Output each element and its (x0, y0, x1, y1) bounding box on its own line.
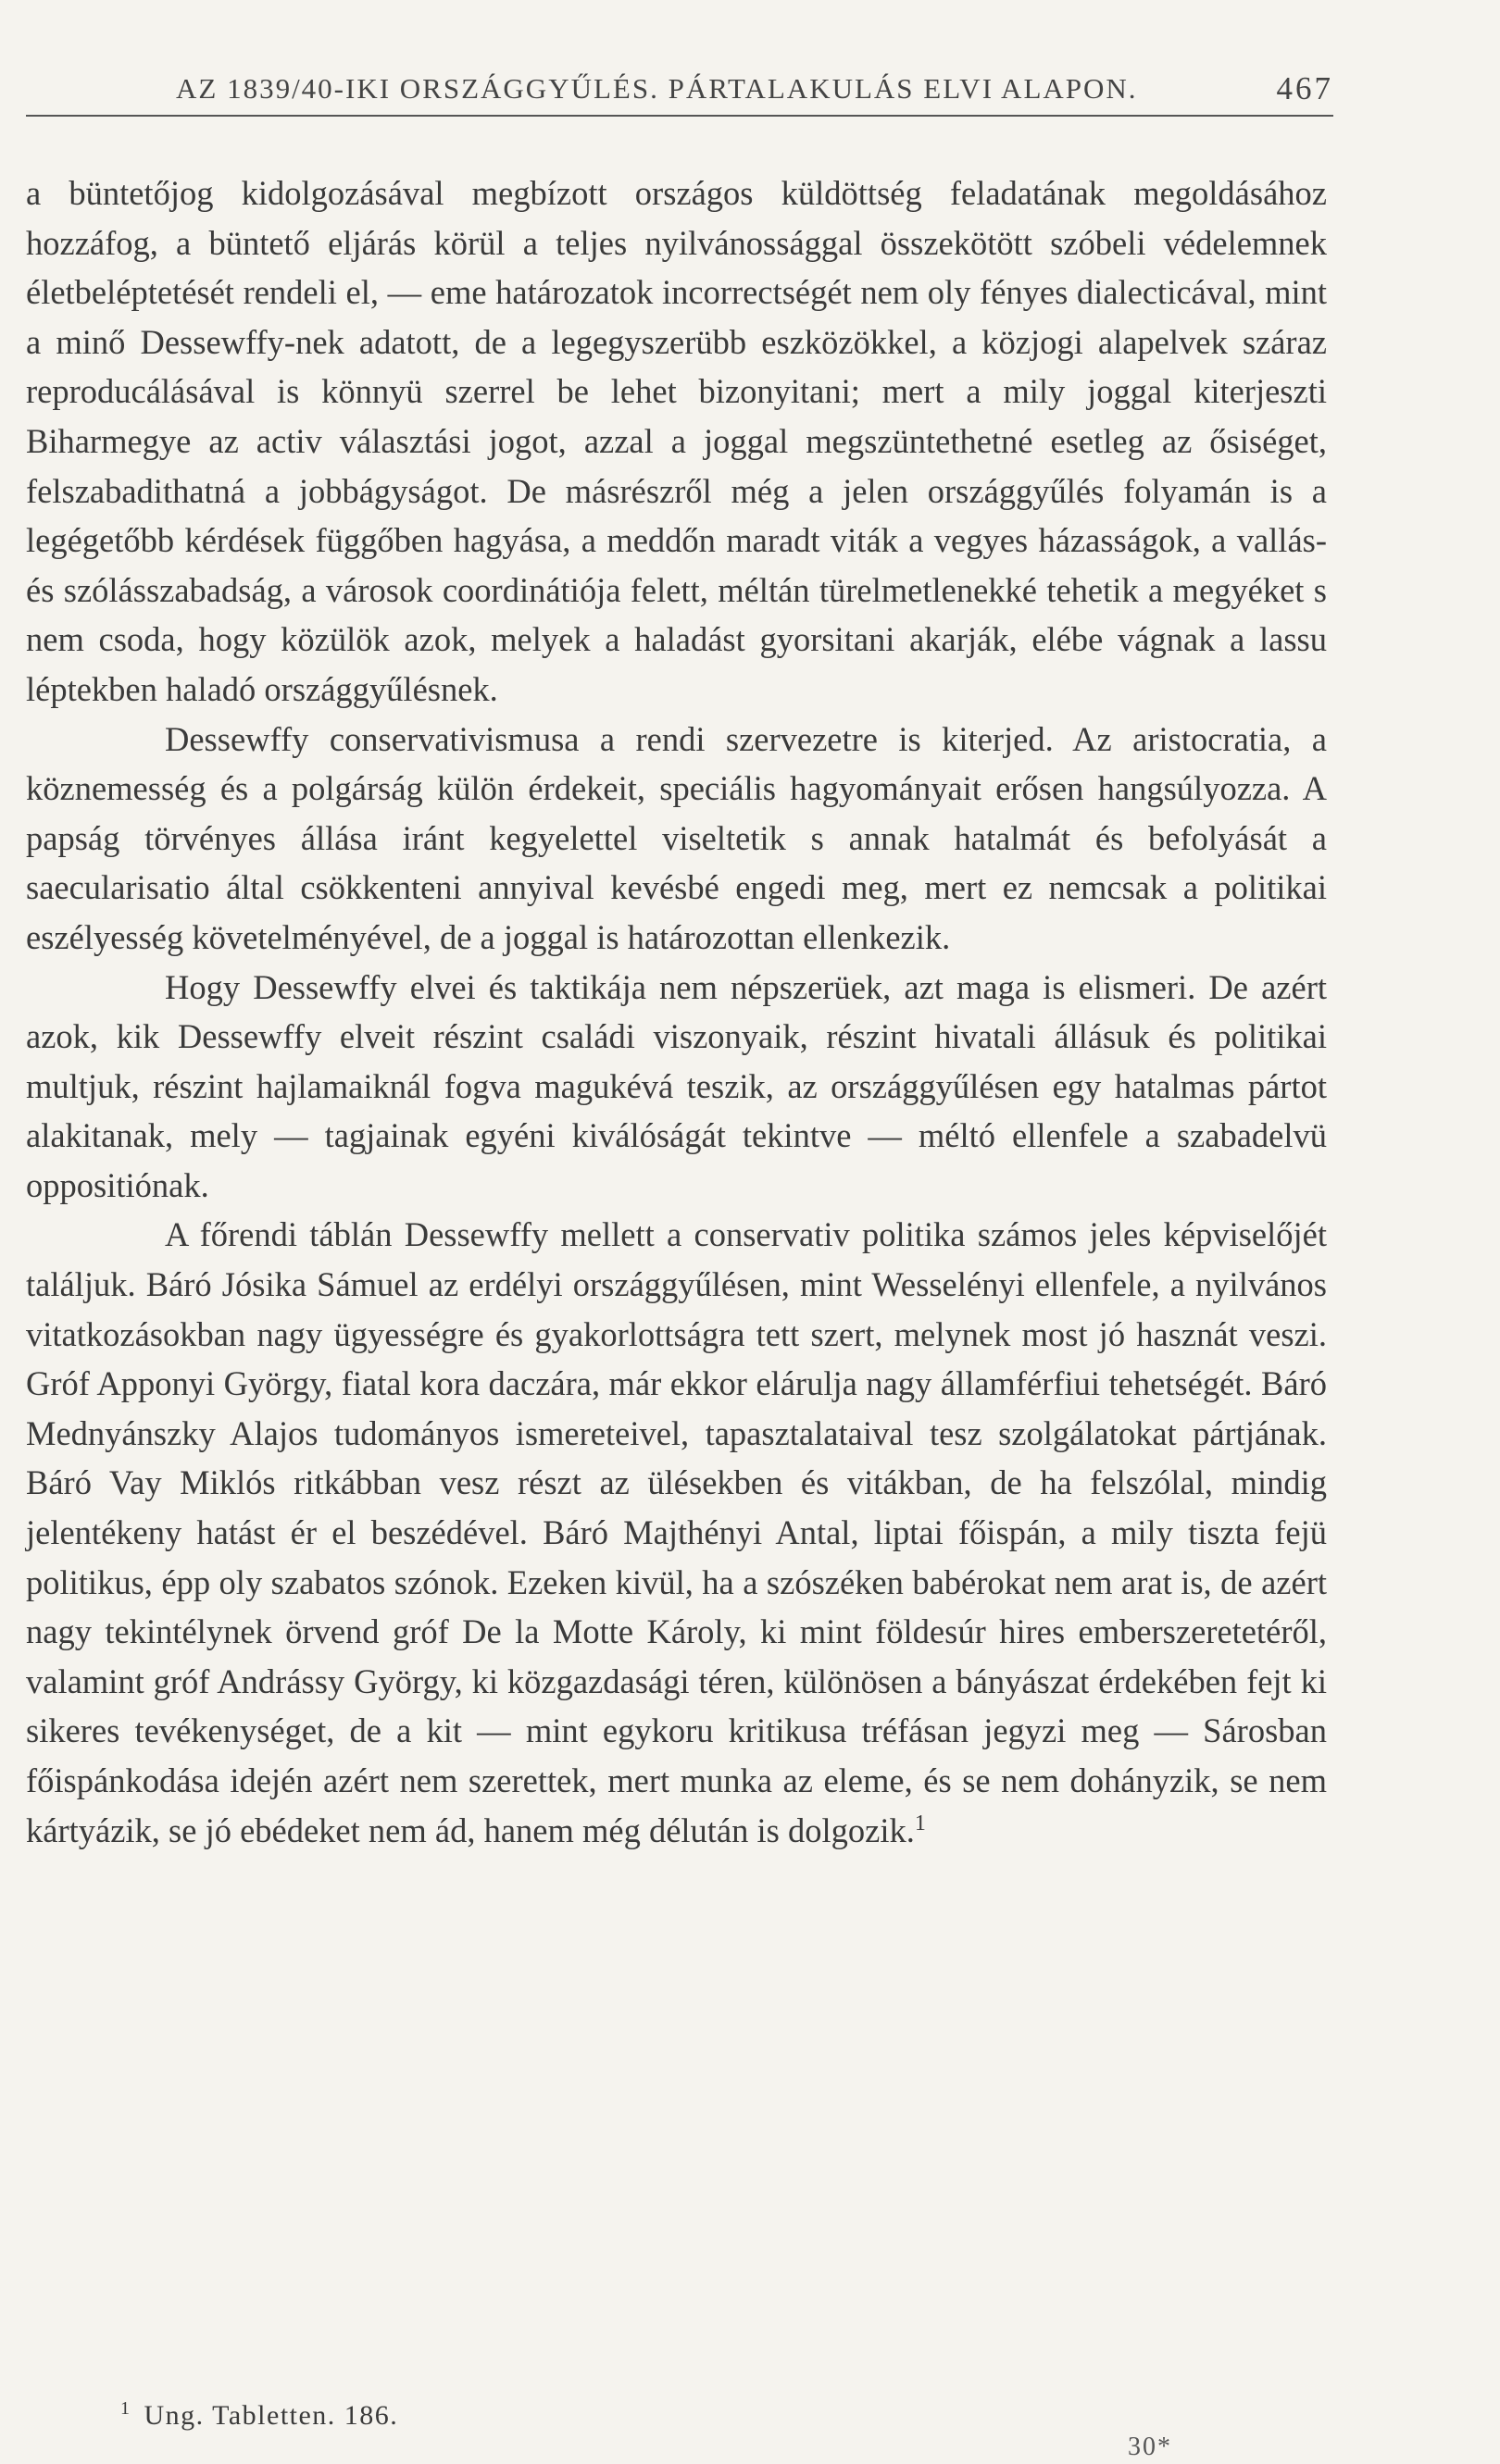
footnote-reference: 1 (914, 1811, 926, 1836)
paragraph-1: a büntetőjog kidolgozásával megbízott országos küldöttség feladatának megoldásához hozzáfog, a büntető eljárás körül a teljes nyilvánossággal összekötött szóbeli védelemnek életbeléptetését rendeli el, — eme határozatok incorrectségét nem oly fényes dialecticával, mint a minő Dessewffy-nek adatott, de a legegyszerübb eszközökkel, a közjogi alapelvek száraz reproducálásával is könnyü szerrel be lehet bizonyitani; mert a mily joggal kiterjeszti Biharmegye az activ választási jogot, azzal a joggal megszüntethetné esetleg az ősiséget, felszabadithatná a jobbágyságot. De másrészről még a jelen országgyűlés folyamán is a legégetőbb kérdések függőben hagyása, a meddőn maradt viták a vegyes házasságok, a vallás- és szólásszabadság, a városok coordinátiója felett, méltán türelmetlenekké tehetik a megyéket s nem csoda, hogy közülök azok, melyek a haladást gyorsitani akarják, elébe vágnak a lassu léptekben haladó országgyűlésnek. (26, 174, 1327, 708)
running-head (176, 67, 1333, 113)
header-rule (26, 115, 1333, 117)
footnote (120, 2398, 398, 2432)
paragraph-4-text: A főrendi táblán Dessewffy mellett a conservativ politika számos jeles képviselőjét találjuk. Báró Jósika Sámuel az erdélyi országgyűlésen, mint Wesselényi ellenfele, a nyilvános vitatkozásokban nagy ügyességre és gyakorlottságra tett szert, melynek most jó hasznát veszi. Gróf Apponyi György, fiatal kora daczára, már ekkor elárulja nagy államférfiui tehetségét. Báró Mednyánszky Alajos tudományos ismereteivel, tapasztalataival tesz szolgálatokat pártjának. Báró Vay Miklós ritkábban vesz részt az ülésekben és vitákban, de ha felszólal, mindig jelentékeny hatást ér el beszédével. Báró Majthényi Antal, liptai főispán, a mily tiszta fejü politikus, épp oly szabatos szónok. Ezeken kivül, ha a szószéken babérokat nem arat is, de azért nagy tekintélynek örvend gróf De la Motte Károly, ki mint földesúr hires emberszeretetéről, valamint gróf Andrássy György, ki közgazdasági téren, különösen a bányászat érdekében fejt ki sikeres tevékenységet, de a kit — mint egykoru kritikusa tréfásan jegyzi meg — Sárosban főispánkodása idején azért nem szerettek, mert munka az eleme, és se nem dohányzik, se nem kártyázik, se jó ebédeket nem ád, hanem még délután is dolgozik. (26, 1215, 1327, 1849)
paragraph-3: Hogy Dessewffy elvei és taktikája nem népszerüek, azt maga is elismeri. De azért azok, kik Dessewffy elveit részint családi viszonyaik, részint hivatali állásuk és politikai multjuk, részint hajlamaiknál fogva magukévá teszik, az országgyűlésen egy hatalmas pártot alakitanak, mely — tagjainak egyéni kiválóságát tekintve — méltó ellenfele a szabadelvü oppositiónak. (26, 967, 1327, 1204)
running-head-title: AZ 1839/40-IKI ORSZÁGGYŰLÉS. PÁRTALAKULÁS ELVI ALAPON. (176, 72, 1138, 105)
signature-mark: 30* (1128, 2433, 1172, 2461)
paragraph-2: Dessewffy conservativismusa a rendi szervezetre is kiterjed. Az aristocratia, a köznemesség és a polgárság külön érdekeit, speciális hagyományait erősen hangsúlyozza. A papság törvényes állása iránt kegyelettel viseltetik s annak hatalmát és befolyását a saecularisatio által csökkenteni annyival kevésbé engedi meg, mert ez nemcsak a politikai eszélyesség követelményével, de a joggal is határozottan ellenkezik. (26, 719, 1327, 956)
paragraph-4 (26, 1210, 1327, 1855)
footnote-text: Ung. Tabletten. 186. (144, 2400, 399, 2431)
body-text (26, 168, 1327, 1855)
page-number: 467 (1276, 70, 1333, 106)
footnote-mark: 1 (120, 2398, 131, 2419)
